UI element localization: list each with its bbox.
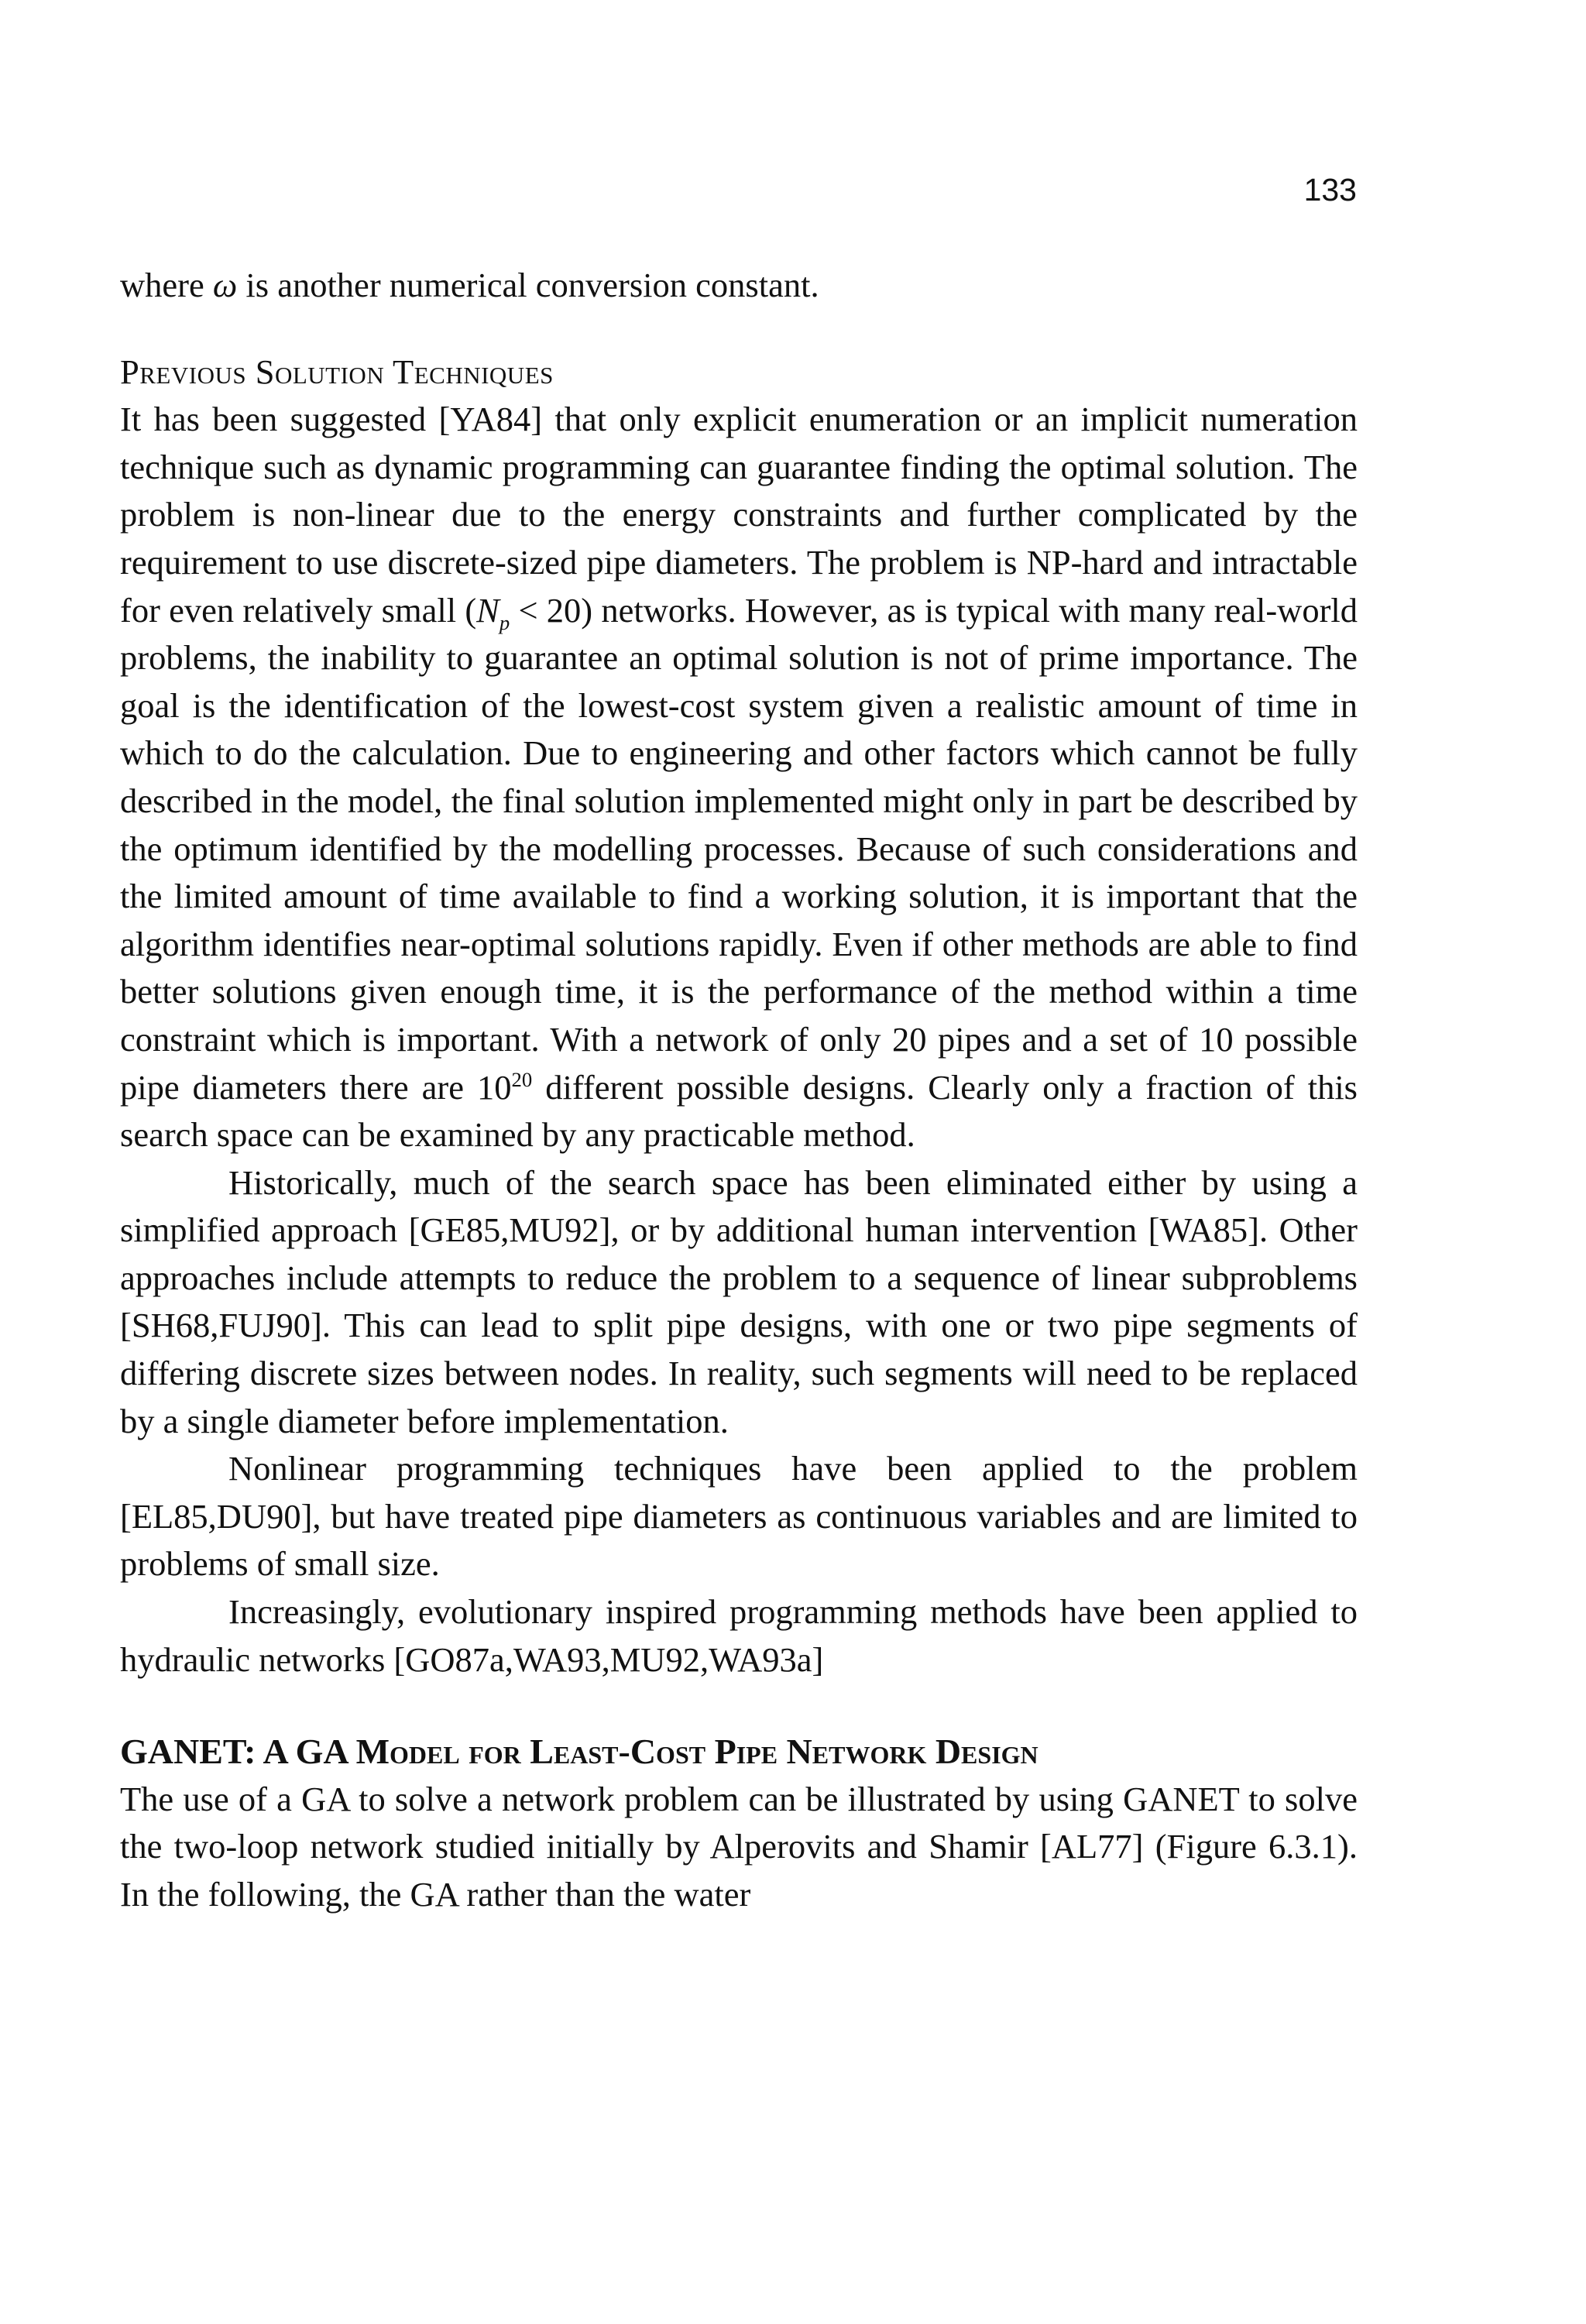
paragraph-historically: Historically, much of the search space has been eliminated either by using a simplified approach [GE85,MU92], or by additional human intervention [WA85]. Other approaches include attempts to reduce the problem to a sequence of linear subproblems [SH68,FUJ90]. This can lead to split pipe designs, with one or two pipe segments of differing discrete sizes between nodes. In reality, such segments will need to be replaced by a single diameter before implementation. [120, 1162, 1358, 1440]
section-heading-ganet: GANET: A GA Model for Least-Cost Pipe Network Design [120, 1732, 1038, 1772]
page-number: 133 [1303, 172, 1357, 208]
omega-symbol: ω [212, 266, 238, 304]
paragraph-evolutionary: Increasingly, evolutionary inspired programming methods have been applied to hydraulic networks [GO87a,WA93,MU92,WA93a] [120, 1592, 1358, 1679]
paragraph-ganet: The use of a GA to solve a network problem can be illustrated by using GANET to solve the two-loop network studied initially by Alperovits and Shamir [AL77] (Figure 6.3.1). In the following, the GA rather than the water [120, 1779, 1358, 1914]
section-heading-previous-solution-techniques: Previous Solution Techniques [120, 352, 554, 391]
page-content [120, 262, 1358, 1919]
paragraph-previous-solutions: It has been suggested [YA84] that only explicit enumeration or an implicit numeration technique such as dynamic programming can guarantee finding the optimal solution. The problem is non-linear due to the energy constraints and further complicated by the requirement to use discrete-sized pipe diameters. The problem is NP-hard and intractable for even relatively small $(N_p < 20)$ networks. However, as is typical with many real-world problems, the inability to guarantee an optimal solution is not of prime importance. The goal is the identification of the lowest-cost system given a realistic amount of time in which to do the calculation. Due to engineering and other factors which cannot be fully described in the model, the final solution implemented might only in part be described by the optimum identified by the modelling processes. Because of such considerations and the limited amount of time available to find a working solution, it is important that the algorithm identifies near-optimal solutions rapidly. Even if other methods are able to find better solutions given enough time, it is the performance of the method within a time constraint which is important. With a network of only 20 pipes and a set of 10 possible pipe diameters there are $10^{20}$ different possible designs. Clearly only a fraction of this search space can be examined by any practicable method. [120, 400, 1358, 1155]
intro-line: where ω is another numerical conversion constant. [120, 266, 819, 304]
paragraph-nonlinear: Nonlinear programming techniques have been applied to the problem [EL85,DU90], but have treated pipe diameters as continuous variables and are limited to problems of small size. [120, 1449, 1358, 1584]
